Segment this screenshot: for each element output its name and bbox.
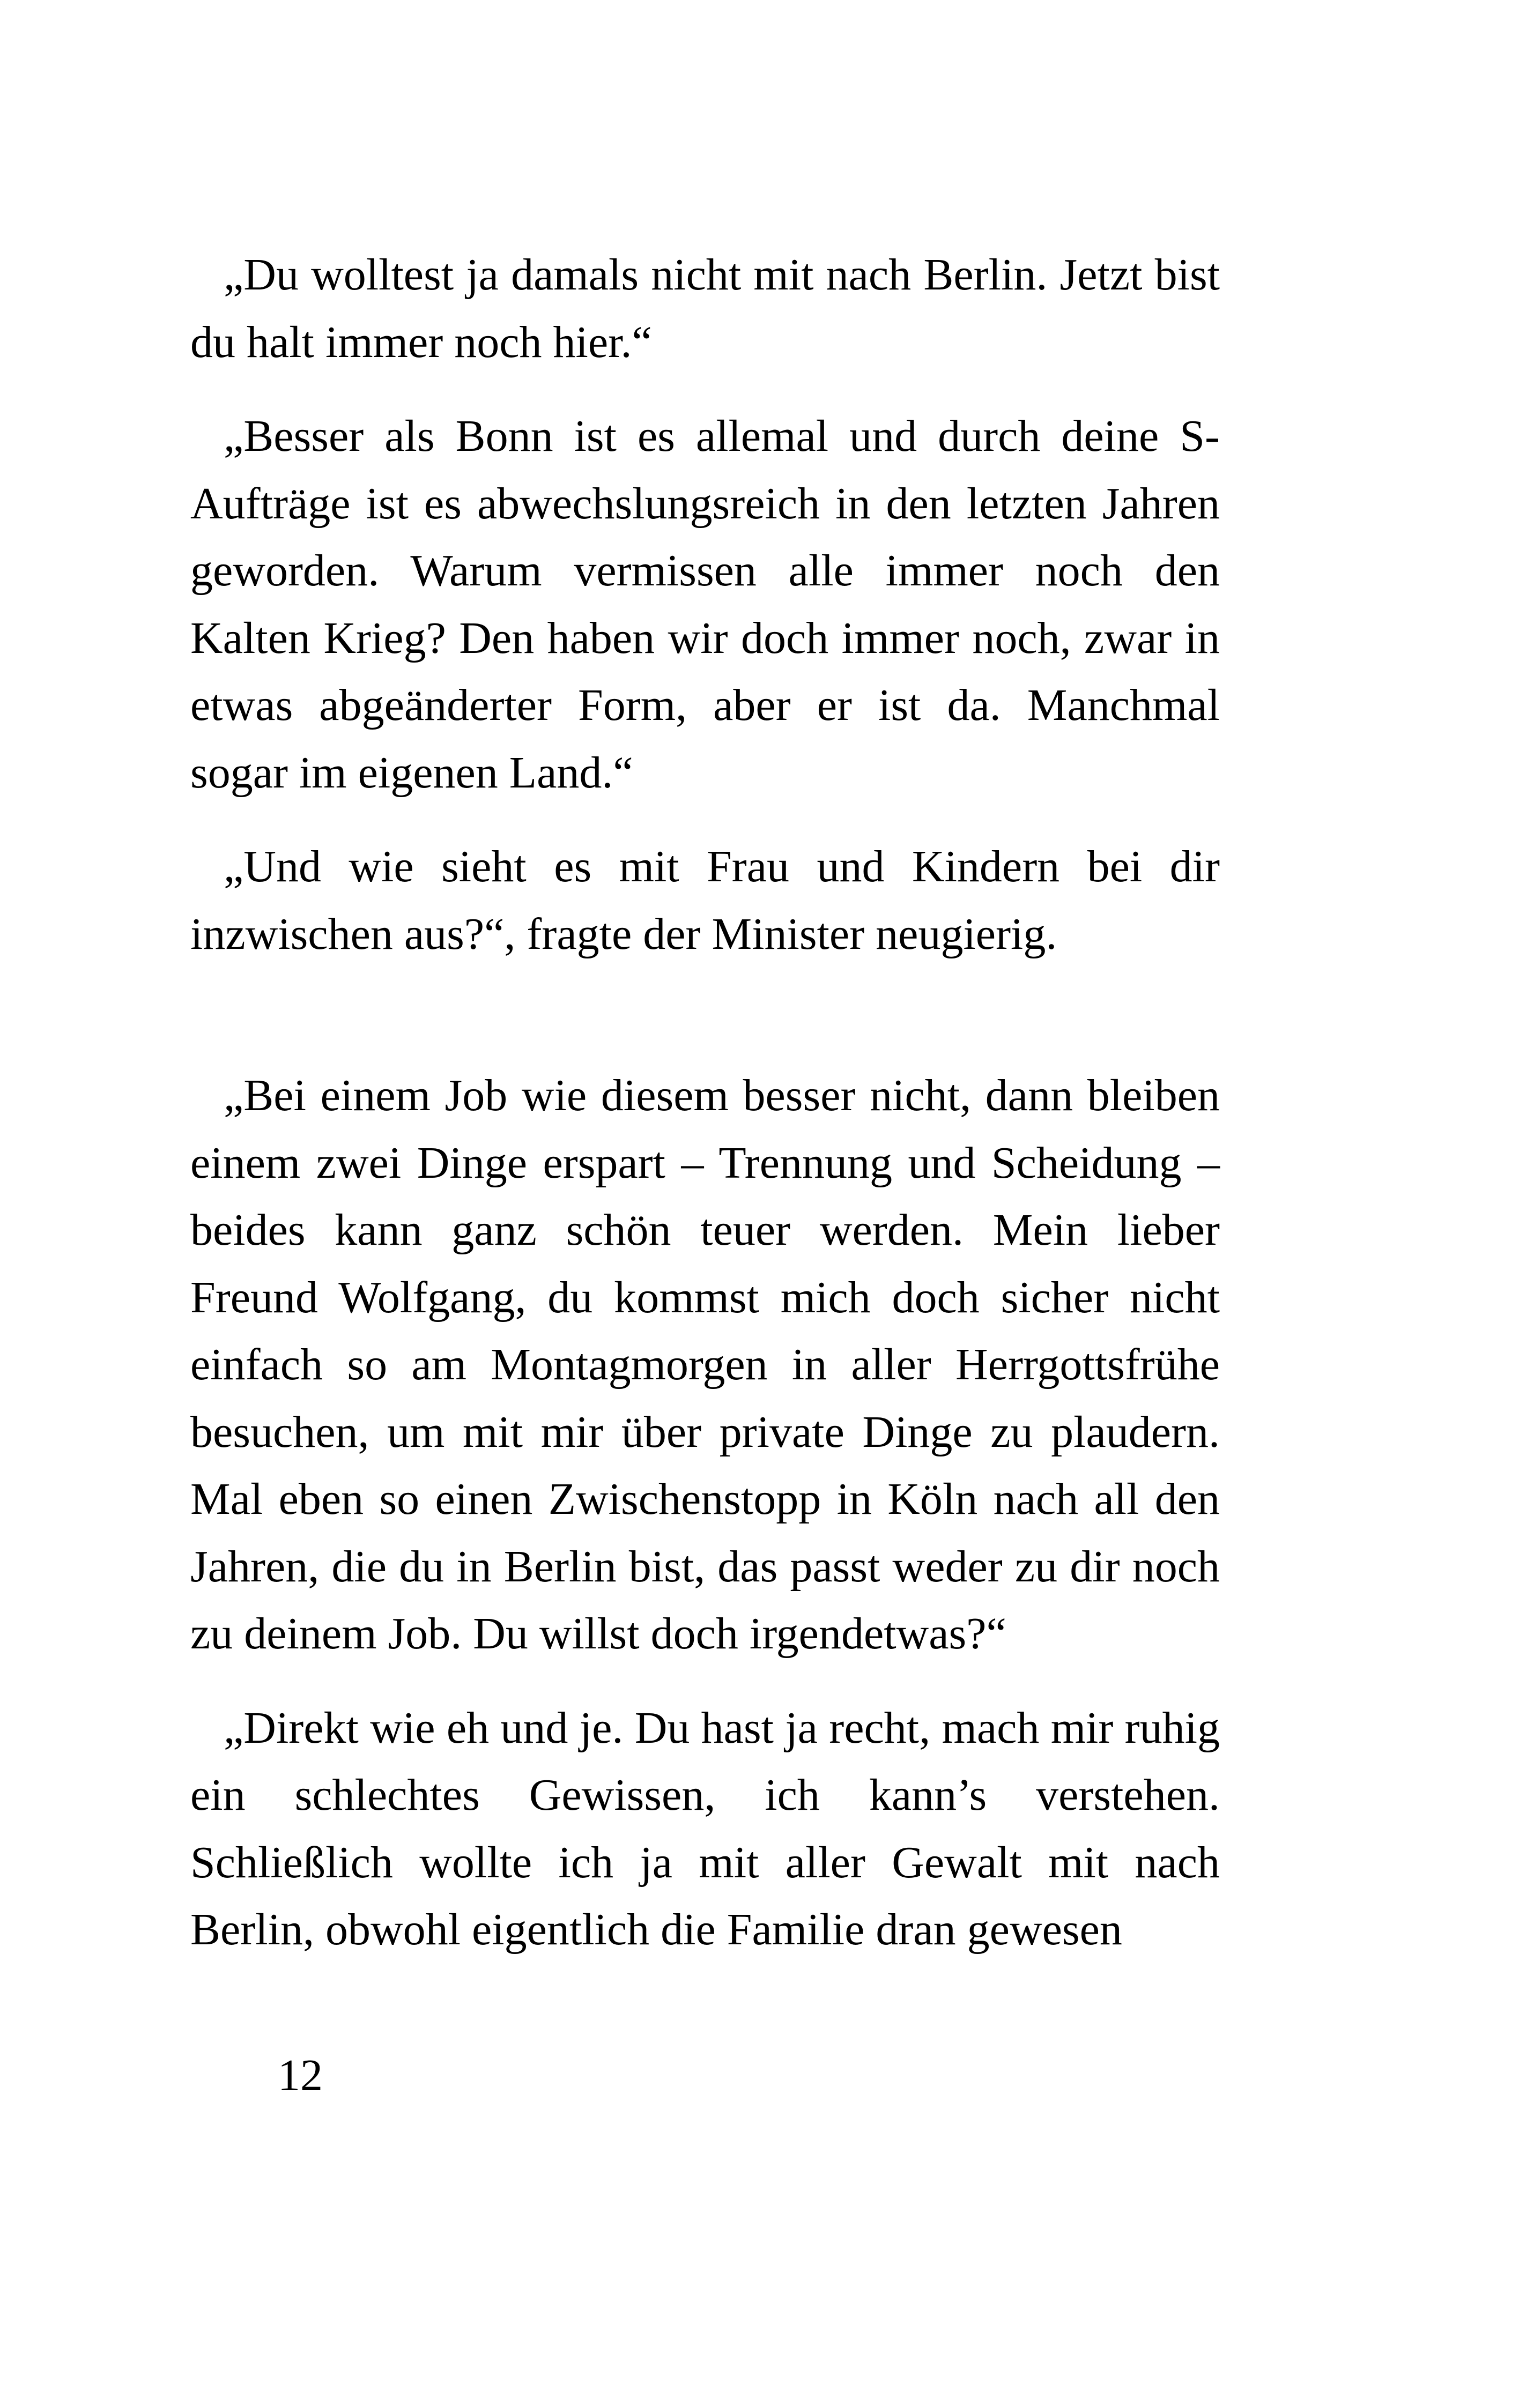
paragraph-3: „Und wie sieht es mit Frau und Kindern bei dir inzwischen aus?“, fragte der Minister neugierig.: [190, 842, 1220, 959]
paragraph-4: „Bei einem Job wie diesem besser nicht, dann bleiben einem zwei Dinge erspart – Trennung und Scheidung – beides kann ganz schön teuer werden. Mein lieber Freund Wolfgang, du kommst mich doch sicher nicht einfach so am Montagmorgen in aller Herrgottsfrühe besuchen, um mit mir über private Dinge zu plaudern. Mal eben so einen Zwischenstopp in Köln nach all den Jahren, die du in Berlin bist, das passt weder zu dir noch zu deinem Job. Du willst doch irgendetwas?“: [190, 1071, 1220, 1659]
paragraph-1: „Du wolltest ja damals nicht mit nach Berlin. Jetzt bist du halt immer noch hier.“: [190, 250, 1220, 367]
paragraph-2: „Besser als Bonn ist es allemal und durch deine S-Aufträge ist es abwechslungsreich in den letzten Jahren geworden. Warum vermissen alle immer noch den Kalten Krieg? Den haben wir doch immer noch, zwar in etwas abgeänderter Form, aber er ist da. Manchmal sogar im eigenen Land.“: [190, 411, 1220, 798]
paragraph-5: „Direkt wie eh und je. Du hast ja recht, mach mir ruhig ein schlechtes Gewissen, ich kann’s verstehen. Schließlich wollte ich ja mit aller Gewalt mit nach Berlin, obwohl eigentlich die Familie dran gewesen: [190, 1703, 1220, 1954]
page-number: 12: [278, 2050, 323, 2100]
page-body: [190, 241, 1220, 1964]
